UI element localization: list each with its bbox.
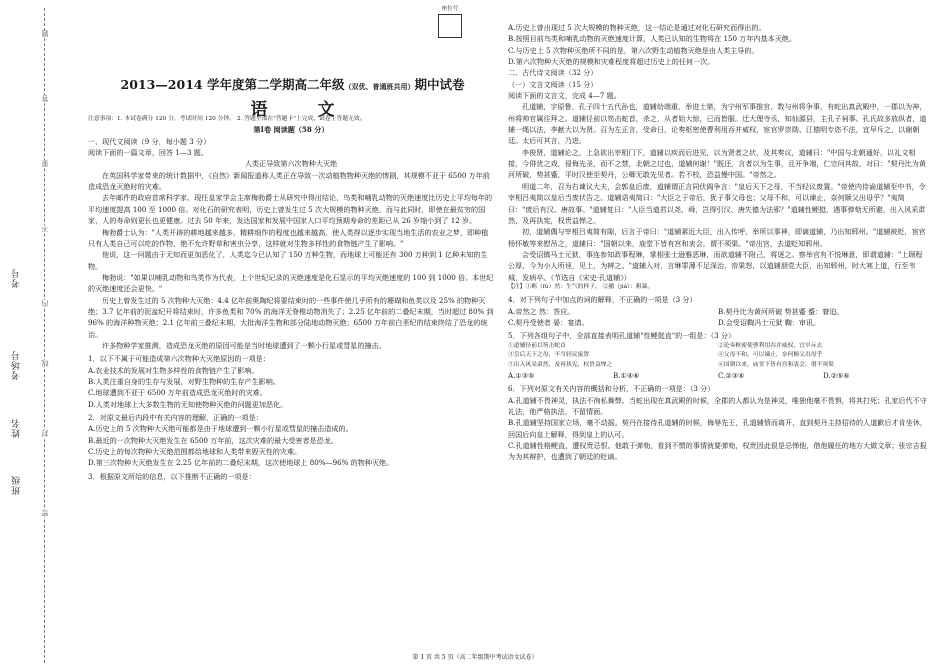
question-5-item: ④父母不和，可以谏止，奈何顺父出母乎 [718, 352, 823, 359]
question-2-stem: 2．对原文最后内段中有关内容的理解，正确的一项是： [88, 413, 263, 422]
question-1-stem: 1．以下不属于可能造成第六次物种大灭绝原因的一项是： [88, 354, 270, 364]
question-5-option: B.①④⑥ [613, 370, 640, 380]
question-5-item: ⑥国朝以来，庙堂下皆有宫和衷会，谓不须渠 [718, 361, 834, 368]
article-paragraph: 梅勃说："如果以哺乳动物和鸟类作为代表，上个世纪记录的灭绝速度是化石显示的平均灭绝速度的 100 到 1000 倍。本世纪的灭绝速度还会更快。" [88, 272, 494, 294]
title-end: 期中试卷 [414, 77, 465, 92]
question-5-item: ②论奏枢密使曹利用吞并威权，宜早斥去 [718, 342, 823, 349]
question-6-option: A.孔道辅不畏神灵，执法不徇私舞弊。当蛇出现在真武殿的时候，全郡的人都认为是神灵，唯独他毫不畏惧，将其打死；孔家后代不守礼法，他严格执法，不留情面。 [508, 395, 927, 416]
question-2-option: C.历史上的每次物种大灭绝范围都给地球和人类带来毁灭性的灾难。 [88, 447, 302, 457]
reading-instruction: 阅读下面的一篇文章，回答 1—3 题。 [88, 148, 208, 158]
subsection-heading: （一）文言文阅读（15 分） [508, 79, 598, 89]
question-4-stem: 4．对下列句子中加点的词的解释，不正确的一项是（3 分） [508, 295, 697, 305]
classical-paragraph: 李俊贤，道辅论之，上急欲出宰相门下，道辅以疾而后进见，以为贤者之状，及其奏议，道辅曰："中国与北朝通好，以礼文相接，今俳优之戏，侵侮先圣，而不之禁，北朝之过也，道辅何谢！"既还，言者以为生事，且开争端，仁宗问其故，对曰："契丹比为黄河所破，势甚蹙，平时汉使至契丹，公卿无敢先见者。若不校，恐益慢中国。"帝然之。 [508, 147, 926, 180]
title-note: （双优、普通班共用） [344, 82, 415, 91]
question-1-option: A.农业技术的发展对生物多样性的食物链产生了影响。 [88, 365, 259, 375]
question-5-option: C.②③④ [718, 370, 745, 380]
question-5-items [508, 351, 928, 360]
question-4-option: B.契丹比为黄河所破 势甚蹙 蹙：窘迫。 [718, 306, 844, 316]
question-4-option: A.帝然之 然：答应。 [508, 306, 575, 316]
seat-number-field [438, 14, 462, 38]
question-5-item: ③皇后天下之母，不当轻议废置 [508, 352, 590, 359]
binding-strip [0, 0, 62, 672]
exam-notes: 注意事项：1. 本试卷满分 120 分，考试时间 120 分钟。 2. 答题全部在"答题卡"上完成，试卷上答题无效。 [88, 116, 366, 122]
question-1-option: D.人类对地球上大多数生物的无知使物种灭绝的问题更加恶化。 [88, 399, 288, 409]
question-3-option: B.按照目前鸟类和哺乳动物的灭绝速度计算，人类已认知的生物将在 150 万年内基本灭绝。 [508, 34, 796, 44]
seal-mark: 答 [41, 95, 49, 102]
page-footer: 第 1 页 共 5 页（高二年级期中考试语文试卷） [412, 654, 538, 661]
seal-mark: 要 [41, 160, 49, 167]
classical-paragraph: 初，道辅偶与宰相吕夷简有隙，后言于帝曰："道辅素近大臣，出入传呼，举所以事神，即谪道辅，乃出知郓州。"道辅被贬，宦官杨怀敏等来慰吊之，道辅曰："国朝以来，庙堂下皆有宫和衷会，谓不须渠。"帝出宫，去道贬知郓州。 [508, 227, 926, 248]
label-exam-number: 考号 [12, 268, 22, 288]
seal-mark: 题 [41, 30, 49, 37]
question-5-item: ①道辅径前以笏击蛇首 [508, 342, 566, 349]
title-main: 2013—2014 学年度第二学期高二年级 [120, 77, 345, 92]
section-heading: 一、现代文阅读（9 分，每小题 3 分） [88, 136, 211, 146]
question-2-option: D.第三次物种大灭绝发生在 2.25 亿年前的二叠纪末期，这次使地球上 80%—96% 的物种灭绝。 [88, 458, 394, 468]
question-3-option: D.第六次物种大灭绝的规模和灾难程度将超过历史上的任何一次。 [508, 57, 715, 67]
seal-mark: 密 [41, 510, 49, 517]
question-3-stem: 3．根据原文所给的信息，以下推断不正确的一项是： [88, 471, 256, 481]
article-paragraph: 梅勃爵士认为："人类开辟的耕地越来越多，精耕细作的程度也越来越高，使人类得以逐步实现当地生活的农业之梦，即种植只有人类自己可以吃的作物，绝不允许野草和害虫分享，这样就对生物多样性的食物链产生了影响。" [88, 227, 489, 248]
question-5-items [508, 361, 928, 370]
exam-title [90, 75, 495, 93]
subject-title: 语 文 [250, 100, 357, 120]
question-6-option: B.孔道辅坚持国家立场，毫不动摇。契丹在接待孔道辅的时候，侮辱先王，孔道辅愤而离开，直到契丹主持招待的人道歉后才肯坐休，回国后向皇上解释，得到皇上的认可。 [508, 418, 927, 439]
question-4-option: D.会受诏鞫冯士元狱 鞫：审讯。 [718, 318, 821, 327]
section-heading: 二、古代诗文阅读（32 分） [508, 68, 598, 78]
question-5-options [508, 370, 928, 381]
reading-instruction: 阅读下面的文言文，完成 4—7 题。 [508, 91, 621, 101]
question-1-option: B.人类注重自身的生存与发展，对野生物种的生存产生影响。 [88, 376, 280, 386]
question-2-option: A.历史上的 5 次物种大灭绝可能都是由于地球遭到一颗小行星或彗星的撞击造成的。 [88, 424, 353, 434]
question-5-item: ⑤出入风采肃然，及再执宪，权贵益惮之 [508, 361, 613, 368]
question-2-option: B.最近的一次物种大灭绝发生在 6500 万年前，这次灾难的最大受害者是恐龙。 [88, 435, 338, 445]
seal-mark: 内 [41, 300, 49, 307]
article-paragraph: 历史上曾发生过的 5 次物种大灭绝：4.4 亿年前奥陶纪将要结束时的一些事件使几乎所有的珊瑚和鱼类以及 25% 的物种灭绝；3.7 亿年前的泥盆纪开将结束时，许多鱼类和 70% 的海洋无脊椎动物消失了；2.25 亿年前的二叠纪末期，当时超过 80% 到 96% 的海洋种物灭绝；2.1 亿年前三叠纪末期，大批海洋生物和部分陆地动物灭绝；6500 万年前白垩纪的结束终结了恐龙的统治。 [88, 295, 494, 339]
seal-mark: 线 [41, 360, 49, 367]
question-4-options [508, 306, 928, 317]
question-4-options [508, 317, 928, 328]
question-6-stem: 6．下列对原文有关内容的概括和分析，不正确的一项是：（3 分） [508, 384, 715, 394]
label-name: 姓名 [12, 418, 22, 438]
question-1-option: C.地球遭到不亚于 6500 万年前造成恐龙灭绝时的灾难。 [88, 388, 267, 398]
seal-mark: 不 [41, 225, 49, 232]
seat-number-box [437, 4, 463, 38]
seal-mark: 封 [41, 430, 49, 437]
question-3-option: A.历史上曾出现过 5 次大规模的物种灭绝，这一结论是通过对化石研究而得出的。 [508, 23, 766, 32]
question-4-option: C.契丹受使者 晏：宴请。 [508, 318, 589, 327]
question-5-option: A.①③⑤ [508, 370, 535, 380]
article-paragraph: 他说，这一问题由于无知而更加恶化了，人类迄今已认知了 150 万种生物，而地球上可能还有 300 万种到 1 亿种未知的生物。 [88, 250, 488, 271]
question-5-option: D.②⑤⑥ [823, 370, 850, 380]
part1-title: 第Ⅰ卷 阅读题（58 分） [253, 125, 329, 135]
question-5-items [508, 342, 928, 351]
question-6-option: C.孔道辅性格鲠直，遭权贵忌恨。他敢于弹劾，看到不惯的事情就要弹劾，权贵因此很是忌惮他，借他履任的地方大做文章；张宗吉报为为其辩护，也遭到了朝廷的贬谪。 [508, 440, 927, 462]
left-column [88, 115, 494, 482]
annotation-note: 【注】①羁（fù）然：生气的样子。 ②撤（jiǎ）：粗暴。 [508, 283, 654, 290]
article-paragraph: 许多物种学家推测，造成恐龙灭绝的原因可能是当时地球遭到了一颗小行星或彗星的撞击。 [102, 340, 386, 350]
classical-paragraph: 孔道辅，字原鲁，孔子四十五代孙也，道辅幼端重，举进士第，为宁州军事推官，数与州将争事，有蛇出真武殿中，一郡以为神，州将帅官属往拜之。道辅径前以笏击蛇首，杀之，从者始大惊，已而皆服。迁大理寺丞，知仙源县，主孔子祠事。孔氏故多放纵者，道辅一绳以法，李献大以为贤。召为左正言，受命日，论奏枢密使曹利用吞并威权，宦官罗崇勋、江德明专恣不法，宜早斥之，以谢朝廷。太后可其言，乃进。 [508, 102, 927, 146]
article-paragraph: 在英国科学家带来的统计数据中，《自然》新闻报道称人类正在导致一次动植物物种灭绝的惨剧，其规模不亚于 6500 万年前造成恐龙灭绝时的灾难。 [88, 170, 490, 192]
question-5-stem: 5．下列各组句子中，全部直接表明孔道辅"性鲠挺直"的一组是：（3 分） [508, 331, 736, 341]
classical-paragraph: 明道二年，召为右谏议大夫，会郭皇后废，道辅谓正言同伏阁争言："皇后天下之母，不当轻议废置。"帝使内侍谕道辅至中书，令宰相吕夷简以皇后当废状告之。道辅语夷简曰："大臣之于帝后，犹子事父母也；父母不和，可以谏止，奈何顺父出母乎？"夷简曰："废后有汉、唐故事。"道辅复曰："人臣当道君以尧、舜，岂得引汉、唐失德为法邪？"道辅性鲠挺，遇事弹劾无所避，出入风采肃然，及再执宪，权贵益惮之。 [508, 181, 926, 225]
question-3-option: C.与历史上 5 次物种灭绝所不同的是，第六次野生动植物灭绝是由人类主导的。 [508, 45, 759, 55]
label-class: 班级 [12, 475, 22, 495]
seal-dashed-line [44, 8, 45, 663]
right-column [508, 22, 928, 463]
label-exam-room: 考场号 [12, 350, 22, 380]
article-title: 人类正导致第六次物种大灭绝 [244, 159, 338, 169]
seat-number-label: 座位号 [441, 6, 459, 12]
article-paragraph: 去年邮件的政府首席科学家、现任皇家学会主席梅勃爵士从研究中得出结论，鸟类和哺乳动物的灭绝速度比历史上平均每年的平均速度提高 100 至 1000 倍。对化石的研究表明，历史上曾发生过 5 次大规模的物种灭绝，而与此同时，即使在最贫穷的国家，人的寿命则更长也更健康。过去 50 年来，发达国家和发展中国家人口平均预期寿命的差距已从 26 岁缩小到了 12 岁。 [88, 193, 493, 226]
classical-paragraph: 会受诏镇马士元狱，事连参知政事程琳，掌相张士逊雅恶琳，而欲道辅不附己，将逐之。察举官有不悦琳意，即谓道辅："上顾程公厚，今为小人所诬，见上，为辨之。"道辅入对，言琳罪薄不足深治，帝果怒，以道辅朋党大臣，出知郓州，时大寒上道，行至韦城，发病卒。（节选自《宋史·孔道辅》） [508, 249, 923, 282]
